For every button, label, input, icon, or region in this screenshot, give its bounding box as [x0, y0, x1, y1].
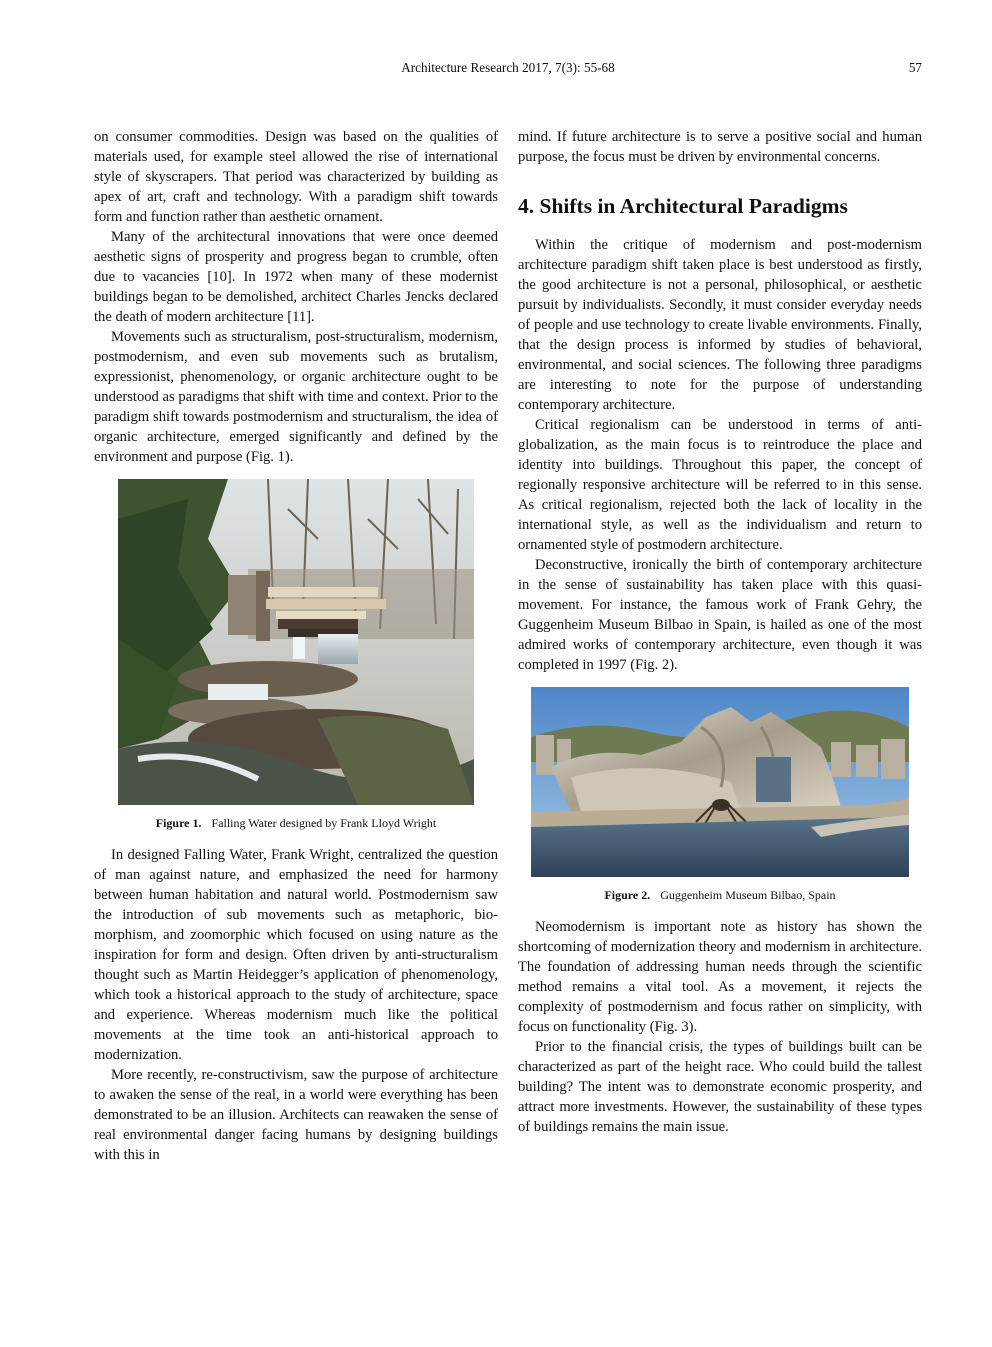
figure-1-label: Figure 1.	[155, 816, 202, 830]
paragraph: Prior to the financial crisis, the types of buildings built can be characterized as part of the height race. Who could build the tallest building? The intent was to demonstrate economic prosperity, and attract more investments. However, the sustainability of these types of buildings remains the main issue.	[518, 1039, 922, 1135]
paragraph: mind. If future architecture is to serve a positive social and human purpose, the focus must be driven by environmental concerns.	[518, 129, 922, 165]
journal-citation: Architecture Research 2017, 7(3): 55-68	[401, 60, 615, 75]
figure-2-caption	[518, 887, 922, 903]
paragraph: Neomodernism is important note as history has shown the shortcoming of modernization theory and modernism in architecture. The foundation of addressing human needs through the scientific method remains a vital tool. As a movement, it rejects the complexity of postmodernism and focus rather on simplicity, with focus on functionality (Fig. 3).	[518, 919, 922, 1035]
figure-2-label: Figure 2.	[604, 888, 651, 902]
guggenheim-bilbao-photo	[531, 687, 909, 877]
paragraph: Critical regionalism can be understood in terms of anti-globalization, as the main focus is to reintroduce the place and identity into buildings. Throughout this paper, the concept of regionally responsive architecture will be referred to in this sense. As critical regionalism, rejected both the lack of locality in the international style, as well as the individualism and return to ornamented style of postmodern architecture.	[518, 417, 922, 553]
figure-1	[94, 479, 498, 831]
figure-2-caption-text: Guggenheim Museum Bilbao, Spain	[660, 888, 836, 902]
paragraph: Many of the architectural innovations that were once deemed aesthetic signs of prosperity and progress began to crumble, often due to vacancies [10]. In 1972 when many of these modernist buildings began to be demolished, architect Charles Jencks declared the death of modern architecture [11].	[94, 229, 498, 325]
falling-water-photo	[118, 479, 474, 805]
page-header	[94, 60, 922, 78]
figure-2	[518, 687, 922, 903]
section-heading: 4. Shifts in Architectural Paradigms	[518, 194, 848, 218]
right-column	[518, 127, 922, 1137]
figure-1-caption-text: Falling Water designed by Frank Lloyd Wright	[211, 816, 437, 830]
paragraph: Within the critique of modernism and post-modernism architecture paradigm shift taken place is best understood as firstly, the good architecture is not a personal, philosophical, or aesthetic pursuit by individualists. Secondly, it must consider everyday needs of people and use technology to create livable environments. Finally, that the design process is informed by studies of behavioral, environmental, and social sciences. The following three paradigms are interesting to note for the purpose of understanding contemporary architecture.	[518, 237, 922, 413]
paragraph: Deconstructive, ironically the birth of contemporary architecture in the sense of sustainability has taken place with this quasi-movement. For instance, the famous work of Frank Gehry, the Guggenheim Museum Bilbao in Spain, is hailed as one of the most admired works of contemporary architecture, even though it was completed in 1997 (Fig. 2).	[518, 557, 922, 673]
paragraph: More recently, re-constructivism, saw the purpose of architecture to awaken the sense of the real, in a world were everything has been demonstrated to be an illusion. Architects can reawaken the sense of real environmental danger facing humans by designing buildings with this in	[94, 1067, 498, 1163]
page-number: 57	[908, 60, 922, 75]
paragraph: on consumer commodities. Design was based on the qualities of materials used, for example steel allowed the rise of international style of skyscrapers. That period was characterized by building as apex of art, craft and technology. With a paradigm shift towards form and function rather than aesthetic ornament.	[94, 129, 498, 225]
paragraph: In designed Falling Water, Frank Wright, centralized the question of man against nature, and emphasized the need for harmony between human habitation and natural world. Postmodernism saw the introduction of sub movements such as metaphoric, bio-morphism, and zoomorphic which focused on using nature as the inspiration for form and design. Often driven by anti-structuralism thought such as Martin Heidegger’s application of phenomenology, which took a historical approach to the study of architecture, space and experience. Whereas modernism much like the political movements at the time took an anti-historical approach to modernization.	[94, 847, 498, 1063]
paragraph: Movements such as structuralism, post-structuralism, modernism, postmodernism, and even sub movements such as brutalism, expressionist, phenomenology, or organic architecture ought to be understood as paradigms that shift with time and context. Prior to the paradigm shift towards postmodernism and structuralism, the idea of organic architecture, emerged significantly and defined by the environment and purpose (Fig. 1).	[94, 329, 498, 465]
left-column	[94, 127, 498, 1165]
figure-1-caption	[94, 815, 498, 831]
